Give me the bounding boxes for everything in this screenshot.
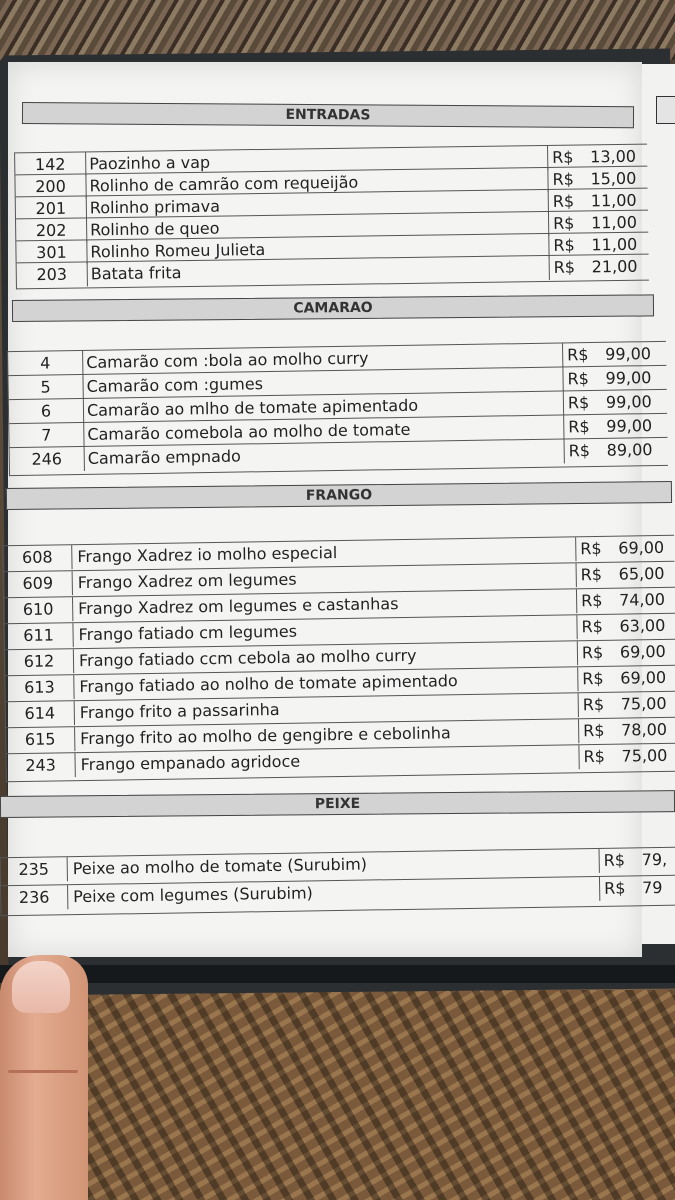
section-title-entradas: ENTRADAS	[22, 102, 634, 128]
section-title-peixe: PEIXE	[0, 790, 675, 818]
menu-row: 5 Camarão com :gumes R$ 99,00	[8, 365, 666, 400]
section-title-frango: FRANGO	[6, 481, 672, 510]
menu-row: 201 Rolinho primava R$ 11,00	[16, 188, 648, 222]
menu-row: 615 Frango frito ao molho de gengibre e cebolinha R$ 78,00	[6, 717, 675, 753]
thumbnail-nail	[12, 961, 70, 1013]
menu-row: 236 Peixe com legumes (Surubim) R$ 79	[1, 875, 675, 911]
menu-row: 235 Peixe ao molho de tomate (Surubim) R$ 79,	[1, 847, 675, 883]
menu-row: 609 Frango Xadrez om legumes R$ 65,00	[4, 561, 675, 597]
frango-table	[2, 535, 675, 783]
menu-row: 608 Frango Xadrez io molho especial R$ 69,00	[3, 535, 674, 571]
thumb	[0, 955, 88, 1200]
binder-bottom-edge	[0, 965, 675, 983]
menu-row: 611 Frango fatiado cm legumes R$ 63,00	[4, 613, 675, 649]
menu-row: 243 Frango empanado agridoce R$ 75,00	[6, 743, 675, 779]
countertop-bottom	[0, 990, 675, 1200]
entradas-table	[14, 144, 649, 290]
menu-row: 202 Rolinho de queo R$ 11,00	[16, 210, 648, 244]
menu-row: 200 Rolinho de camrão com requeijão R$ 15,00	[15, 166, 647, 200]
menu-row: 610 Frango Xadrez om legumes e castanhas R$ 74,00	[4, 587, 675, 623]
menu-row: 246 Camarão empnado R$ 89,00	[10, 437, 668, 472]
menu-row: 4 Camarão com :bola ao molho curry R$ 99,00	[8, 341, 666, 376]
menu-row: 142 Paozinho a vap R$ 13,00	[15, 144, 647, 178]
menu-row: 614 Frango frito a passarinha R$ 75,00	[6, 691, 675, 727]
menu-row: 7 Camarão comebola ao molho de tomate R$ 99,00	[9, 413, 667, 448]
section-title-camarao: CAMARAO	[12, 294, 654, 322]
menu-row: 203 Batata frita R$ 21,00	[17, 254, 649, 288]
menu-row: 6 Camarão ao mlho de tomate apimentado R$ 99,00	[9, 389, 667, 424]
peixe-table	[0, 847, 675, 917]
camarao-table	[7, 341, 668, 476]
menu-row: 301 Rolinho Romeu Julieta R$ 11,00	[16, 232, 648, 266]
menu-row: 613 Frango fatiado ao nolho de tomate apimentado R$ 69,00	[5, 665, 675, 701]
thumb-joint	[8, 1070, 78, 1073]
menu-row: 612 Frango fatiado ccm cebola ao molho curry R$ 69,00	[5, 639, 675, 675]
